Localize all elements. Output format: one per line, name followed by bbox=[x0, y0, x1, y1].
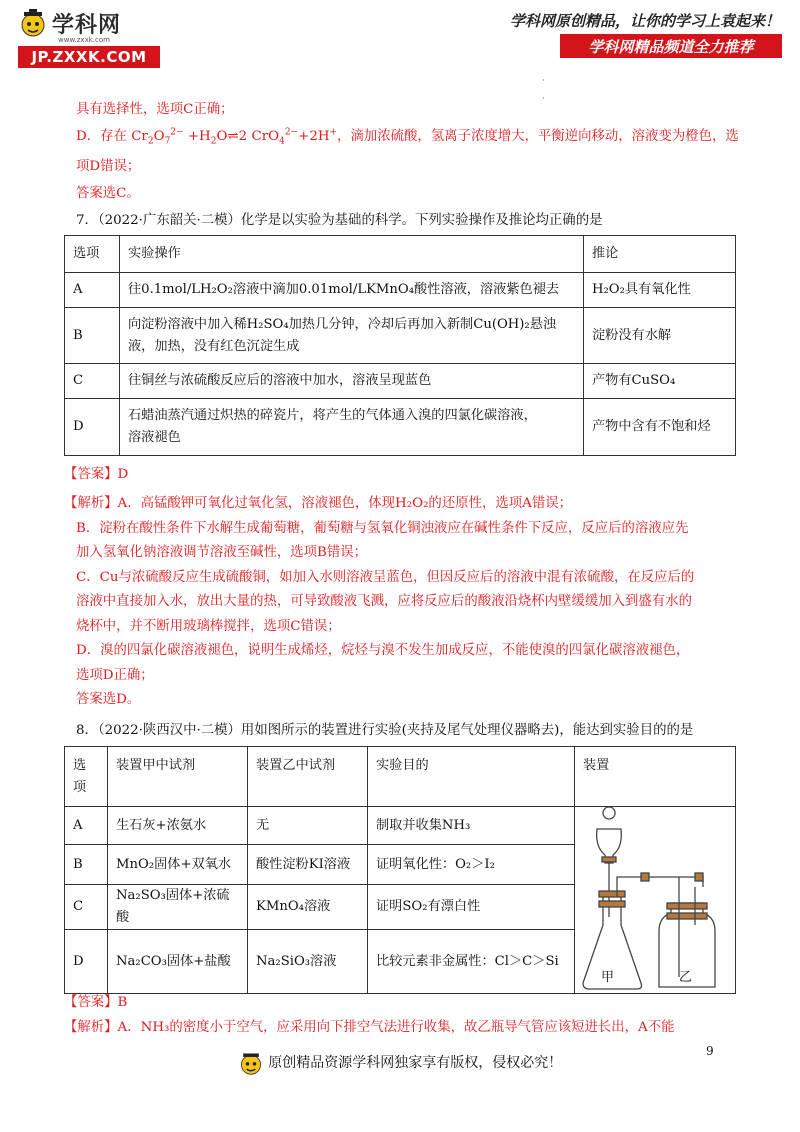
dot-mark: · · bbox=[542, 76, 545, 103]
q7-analysis bbox=[64, 492, 694, 713]
analysis-line: 加入氢氧化钠溶液调节溶液至碱性，选项B错误； bbox=[76, 545, 368, 560]
prev-answer: 答案选C。 bbox=[76, 186, 140, 201]
page-number: 9 bbox=[706, 1044, 714, 1058]
analysis-line: 选项D正确； bbox=[76, 667, 154, 683]
prev-d-line2: 项D错误； bbox=[76, 159, 141, 174]
goal-cell: 证明氧化性：O₂＞I₂ bbox=[368, 845, 575, 885]
q8-answer: 【答案】B bbox=[64, 995, 128, 1010]
q8-stem: 8．（2022·陕西汉中·二模）用如图所示的装置进行实验(夹持及尾气处理仪器略去)，能达到实验目的的是 bbox=[76, 723, 694, 738]
label-yi: 乙 bbox=[679, 970, 693, 985]
reagent-yi-cell: KMnO₄溶液 bbox=[248, 885, 368, 930]
table-row bbox=[65, 807, 736, 845]
operation-line: 石蜡油蒸汽通过炽热的碎瓷片，将产生的气体通入溴的四氯化碳溶液， bbox=[128, 408, 537, 423]
apparatus-diagram bbox=[575, 807, 731, 993]
prev-d-prefix: D．存在 bbox=[76, 129, 127, 144]
header-slogan: 学科网原创精品，让你的学习上袁起来！ bbox=[510, 12, 781, 30]
goal-cell: 比较元素非金属性：Cl＞C＞Si bbox=[368, 930, 575, 994]
option-cell: A bbox=[65, 807, 108, 845]
inference-cell: 产物中含有不饱和烃 bbox=[584, 399, 736, 456]
operation-line: 液，加热，没有红色沉淀生成 bbox=[128, 338, 300, 354]
logo-url: JP.ZXXK.COM bbox=[18, 46, 160, 68]
analysis-line: B．淀粉在酸性条件下水解生成葡萄糖，葡萄糖与氢氧化铜浊液应在碱性条件下反应，反应后的溶液应先 bbox=[76, 520, 689, 536]
reagent-jia-cell: 生石灰+浓氨水 bbox=[108, 807, 248, 845]
inference-cell: 产物有CuSO₄ bbox=[584, 364, 736, 399]
analysis-line: 【解析】A．高锰酸钾可氧化过氧化氢，溶液褪色，体现H₂O₂的还原性，选项A错误； bbox=[64, 496, 573, 511]
operation-cell bbox=[120, 399, 584, 456]
q7-stem: 7．（2022·广东韶关·二模）化学是以实验为基础的科学。下列实验操作及推论均正确的是 bbox=[76, 213, 603, 228]
reagent-yi-cell: Na₂SiO₃溶液 bbox=[248, 930, 368, 994]
option-cell: C bbox=[65, 885, 108, 930]
option-cell: B bbox=[65, 845, 108, 885]
option-cell: B bbox=[65, 308, 120, 364]
header-cell: 推论 bbox=[584, 236, 736, 273]
reagent-yi-cell: 酸性淀粉KI溶液 bbox=[248, 845, 368, 885]
logo-text: 学科网 bbox=[52, 12, 122, 38]
funnel-stopper-icon bbox=[603, 807, 615, 819]
option-cell: A bbox=[65, 273, 120, 308]
q7-answer: 【答案】D bbox=[64, 467, 129, 482]
header-banner: 学科网精品频道全力推荐 bbox=[560, 34, 782, 58]
logo-subtext: www.zxxk.com bbox=[58, 36, 110, 44]
analysis-line: 溶液中直接加入水，放出大量的热，可导致酸液飞溅，应将反应后的酸液沿烧杯内壁缓缓加入到盛有水的 bbox=[76, 594, 692, 609]
header-cell: 装置乙中试剂 bbox=[248, 747, 368, 807]
analysis-line: D．溴的四氯化碳溶液褪色，说明生成烯烃，烷烃与溴不发生加成反应，不能使溴的四氯化碳溶液褪色， bbox=[76, 643, 690, 658]
reagent-jia-cell: MnO₂固体+双氧水 bbox=[108, 845, 248, 885]
q7-table bbox=[64, 235, 736, 456]
header-cell: 装置甲中试剂 bbox=[108, 747, 248, 807]
operation-line: 溶液褪色 bbox=[128, 430, 181, 445]
prev-d-suffix: ，滴加浓硫酸，氢离子浓度增大，平衡逆向移动，溶液变为橙色，选 bbox=[337, 129, 739, 144]
mascot-icon bbox=[18, 8, 48, 38]
option-cell: D bbox=[65, 399, 120, 456]
header-cell: 选项 bbox=[65, 236, 120, 273]
footer-copyright: 原创精品资源学科网独家享有版权，侵权必究！ bbox=[268, 1055, 563, 1071]
reagent-yi-cell: 无 bbox=[248, 807, 368, 845]
header-text: 项 bbox=[73, 779, 87, 795]
site-logo[interactable] bbox=[18, 8, 168, 66]
mascot-icon bbox=[238, 1050, 264, 1076]
apparatus-cell bbox=[575, 807, 736, 994]
analysis-line: C．Cu与浓硫酸反应生成硫酸铜，如加入水则溶液呈蓝色，但因反应后的溶液中混有浓硫酸，在反应后的 bbox=[76, 569, 695, 585]
operation-line: 向淀粉溶液中加入稀H₂SO₄加热几分钟，冷却后再加入新制Cu(OH)₂悬浊 bbox=[128, 316, 557, 332]
reagent-jia-cell: Na₂SO₃固体+浓硫酸 bbox=[108, 885, 248, 930]
table-header-row bbox=[65, 236, 736, 273]
header-cell: 实验操作 bbox=[120, 236, 584, 273]
option-cell: C bbox=[65, 364, 120, 399]
table-row bbox=[65, 364, 736, 399]
footer bbox=[0, 1050, 800, 1076]
prev-line-1: 具有选择性，选项C正确； bbox=[76, 102, 234, 117]
header-text: 选 bbox=[73, 757, 87, 773]
header-cell: 装置 bbox=[575, 747, 736, 807]
q8-analysis-line: 【解析】A．NH₃的密度小于空气，应采用向下排空气法进行收集，故乙瓶导气管应该短进长出，A不能 bbox=[64, 1020, 675, 1035]
header-cell bbox=[65, 747, 108, 807]
analysis-line: 答案选D。 bbox=[76, 692, 141, 707]
option-cell: D bbox=[65, 930, 108, 994]
operation-cell: 往0.1mol/LH₂O₂溶液中滴加0.01mol/LKMnO₄酸性溶液，溶液紫色褪去 bbox=[120, 273, 584, 308]
table-row bbox=[65, 308, 736, 364]
table-row bbox=[65, 399, 736, 456]
label-jia: 甲 bbox=[601, 970, 615, 985]
prev-option-d bbox=[76, 128, 739, 146]
goal-cell: 证明SO₂有漂白性 bbox=[368, 885, 575, 930]
operation-cell bbox=[120, 308, 584, 364]
equilibrium-equation: $Cr_2O_7^{2-}$ $+H_2O\rightleftharpoons 2$ CrO$_4^{2-}$+2H+ bbox=[131, 127, 338, 147]
inference-cell: 淀粉没有水解 bbox=[584, 308, 736, 364]
table-row bbox=[65, 273, 736, 308]
q8-table bbox=[64, 746, 736, 994]
goal-cell: 制取并收集NH₃ bbox=[368, 807, 575, 845]
operation-cell: 往铜丝与浓硫酸反应后的溶液中加水，溶液呈现蓝色 bbox=[120, 364, 584, 399]
analysis-line: 烧杯中，并不断用玻璃棒搅拌，选项C错误； bbox=[76, 618, 341, 634]
table-header-row bbox=[65, 747, 736, 807]
header-cell: 实验目的 bbox=[368, 747, 575, 807]
reagent-jia-cell: Na₂CO₃固体+盐酸 bbox=[108, 930, 248, 994]
inference-cell: H₂O₂具有氧化性 bbox=[584, 273, 736, 308]
